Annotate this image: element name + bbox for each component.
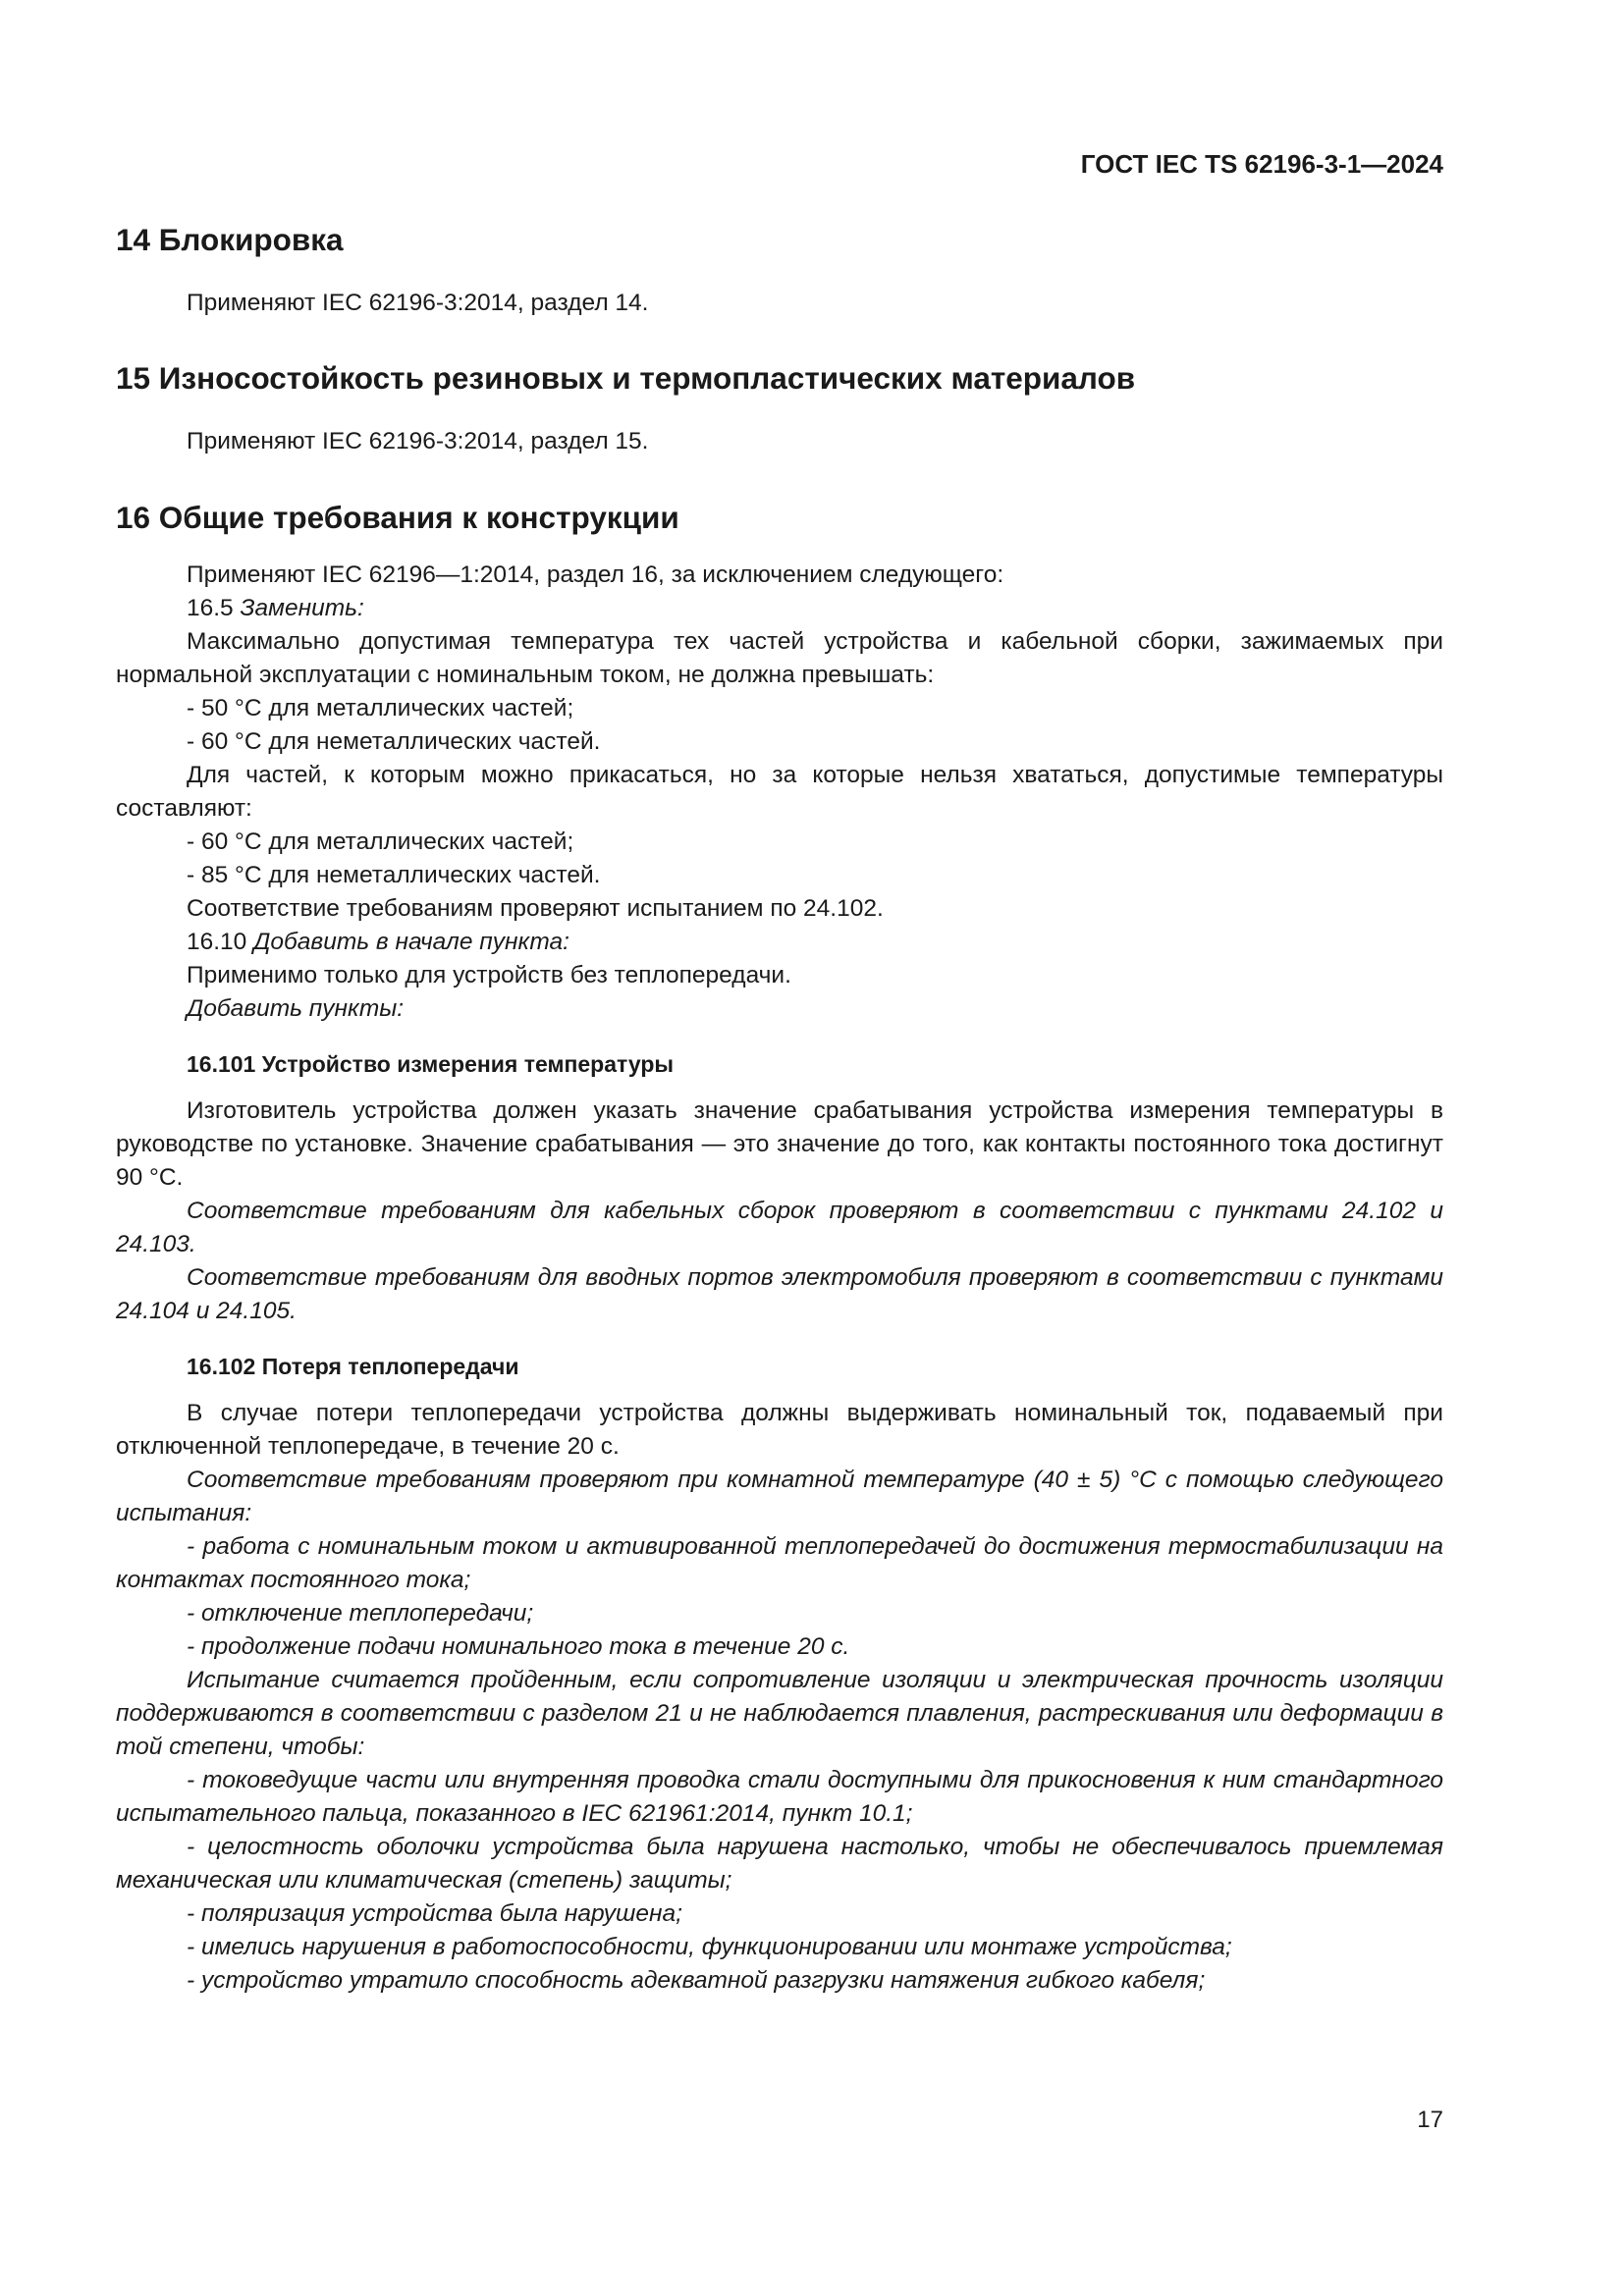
section-15-title: 15 Износостойкость резиновых и термопластических материалов: [116, 360, 1136, 396]
paragraph: Испытание считается пройденным, если сопротивление изоляции и электрическая прочность изоляции поддерживаются в соответствии с разделом 21 и не наблюдается плавления, растрескивания или деформации в той степени, чтобы:: [116, 1667, 1443, 1760]
section-16-title: 16 Общие требования к конструкции: [116, 500, 679, 535]
document-body: [116, 218, 1443, 1998]
section-16-102: [116, 1350, 1443, 1998]
paragraph: Для частей, к которым можно прикасаться, но за которые нельзя хвататься, допустимые температуры составляют:: [116, 762, 1443, 822]
paragraph: Применимо только для устройств без теплопередачи.: [187, 962, 791, 988]
section-16: [116, 496, 1443, 1026]
paragraph: Соответствие требованиям проверяют при комнатной температуре (40 ± 5) °С с помощью следующего испытания:: [116, 1467, 1443, 1526]
list-item: - токоведущие части или внутренняя проводка стали доступными для прикосновения к ним стандартного испытательного пальца, показанного в IEC 621961:2014, пункт 10.1;: [116, 1767, 1443, 1827]
amendment-instruction: Заменить:: [240, 595, 364, 621]
paragraph: Изготовитель устройства должен указать значение срабатывания устройства измерения температуры в руководстве по установке. Значение срабатывания — это значение до того, как контакты постоянного тока достигнут 90 °С.: [116, 1097, 1443, 1191]
paragraph: Применяют IEC 62196—1:2014, раздел 16, за исключением следующего:: [187, 561, 1004, 588]
list-item: - 85 °С для неметаллических частей.: [187, 862, 601, 888]
amendment-line: [116, 592, 1443, 625]
paragraph: Применяют IEC 62196-3:2014, раздел 14.: [187, 290, 649, 316]
amendment-line: [116, 926, 1443, 959]
paragraph: Соответствие требованиям проверяют испытанием по 24.102.: [187, 895, 884, 922]
section-16-101-title: 16.101 Устройство измерения температуры: [187, 1051, 675, 1077]
list-item: - продолжение подачи номинального тока в течение 20 с.: [187, 1633, 850, 1660]
section-16-101: [116, 1047, 1443, 1328]
section-15: [116, 356, 1443, 458]
clause-number: 16.5: [187, 595, 234, 621]
list-item: - 60 °С для неметаллических частей.: [187, 728, 601, 755]
amendment-instruction: Добавить в начале пункта:: [253, 929, 569, 955]
section-14: [116, 218, 1443, 320]
section-14-title: 14 Блокировка: [116, 222, 344, 257]
section-16-102-title: 16.102 Потеря теплопередачи: [187, 1354, 519, 1379]
paragraph: Максимально допустимая температура тех частей устройства и кабельной сборки, зажимаемых при нормальной эксплуатации с номинальным током, не должна превышать:: [116, 628, 1443, 688]
list-item: - 60 °С для металлических частей;: [187, 828, 574, 855]
document-code-header: ГОСТ IEC TS 62196-3-1—2024: [1080, 149, 1443, 179]
paragraph: Применяют IEC 62196-3:2014, раздел 15.: [187, 428, 649, 454]
list-item: - целостность оболочки устройства была нарушена настолько, чтобы не обеспечивалось приемлемая механическая или климатическая (степень) защиты;: [116, 1834, 1443, 1894]
amendment-instruction: Добавить пункты:: [187, 995, 405, 1022]
list-item: - работа с номинальным током и активированной теплопередачей до достижения термостабилизации на контактах постоянного тока;: [116, 1533, 1443, 1593]
clause-number: 16.10: [187, 929, 247, 955]
list-item: - поляризация устройства была нарушена;: [187, 1900, 682, 1927]
list-item: - отключение теплопередачи;: [187, 1600, 534, 1627]
page-number: 17: [1417, 2107, 1443, 2133]
paragraph: Соответствие требованиям для кабельных сборок проверяют в соответствии с пунктами 24.102 и 24.103.: [116, 1198, 1443, 1257]
paragraph: Соответствие требованиям для вводных портов электромобиля проверяют в соответствии с пунктами 24.104 и 24.105.: [116, 1264, 1443, 1324]
list-item: - 50 °С для металлических частей;: [187, 695, 574, 721]
list-item: - имелись нарушения в работоспособности, функционировании или монтаже устройства;: [187, 1934, 1232, 1960]
paragraph: В случае потери теплопередачи устройства должны выдерживать номинальный ток, подаваемый при отключенной теплопередаче, в течение 20 с.: [116, 1400, 1443, 1460]
list-item: - устройство утратило способность адекватной разгрузки натяжения гибкого кабеля;: [187, 1967, 1206, 1994]
